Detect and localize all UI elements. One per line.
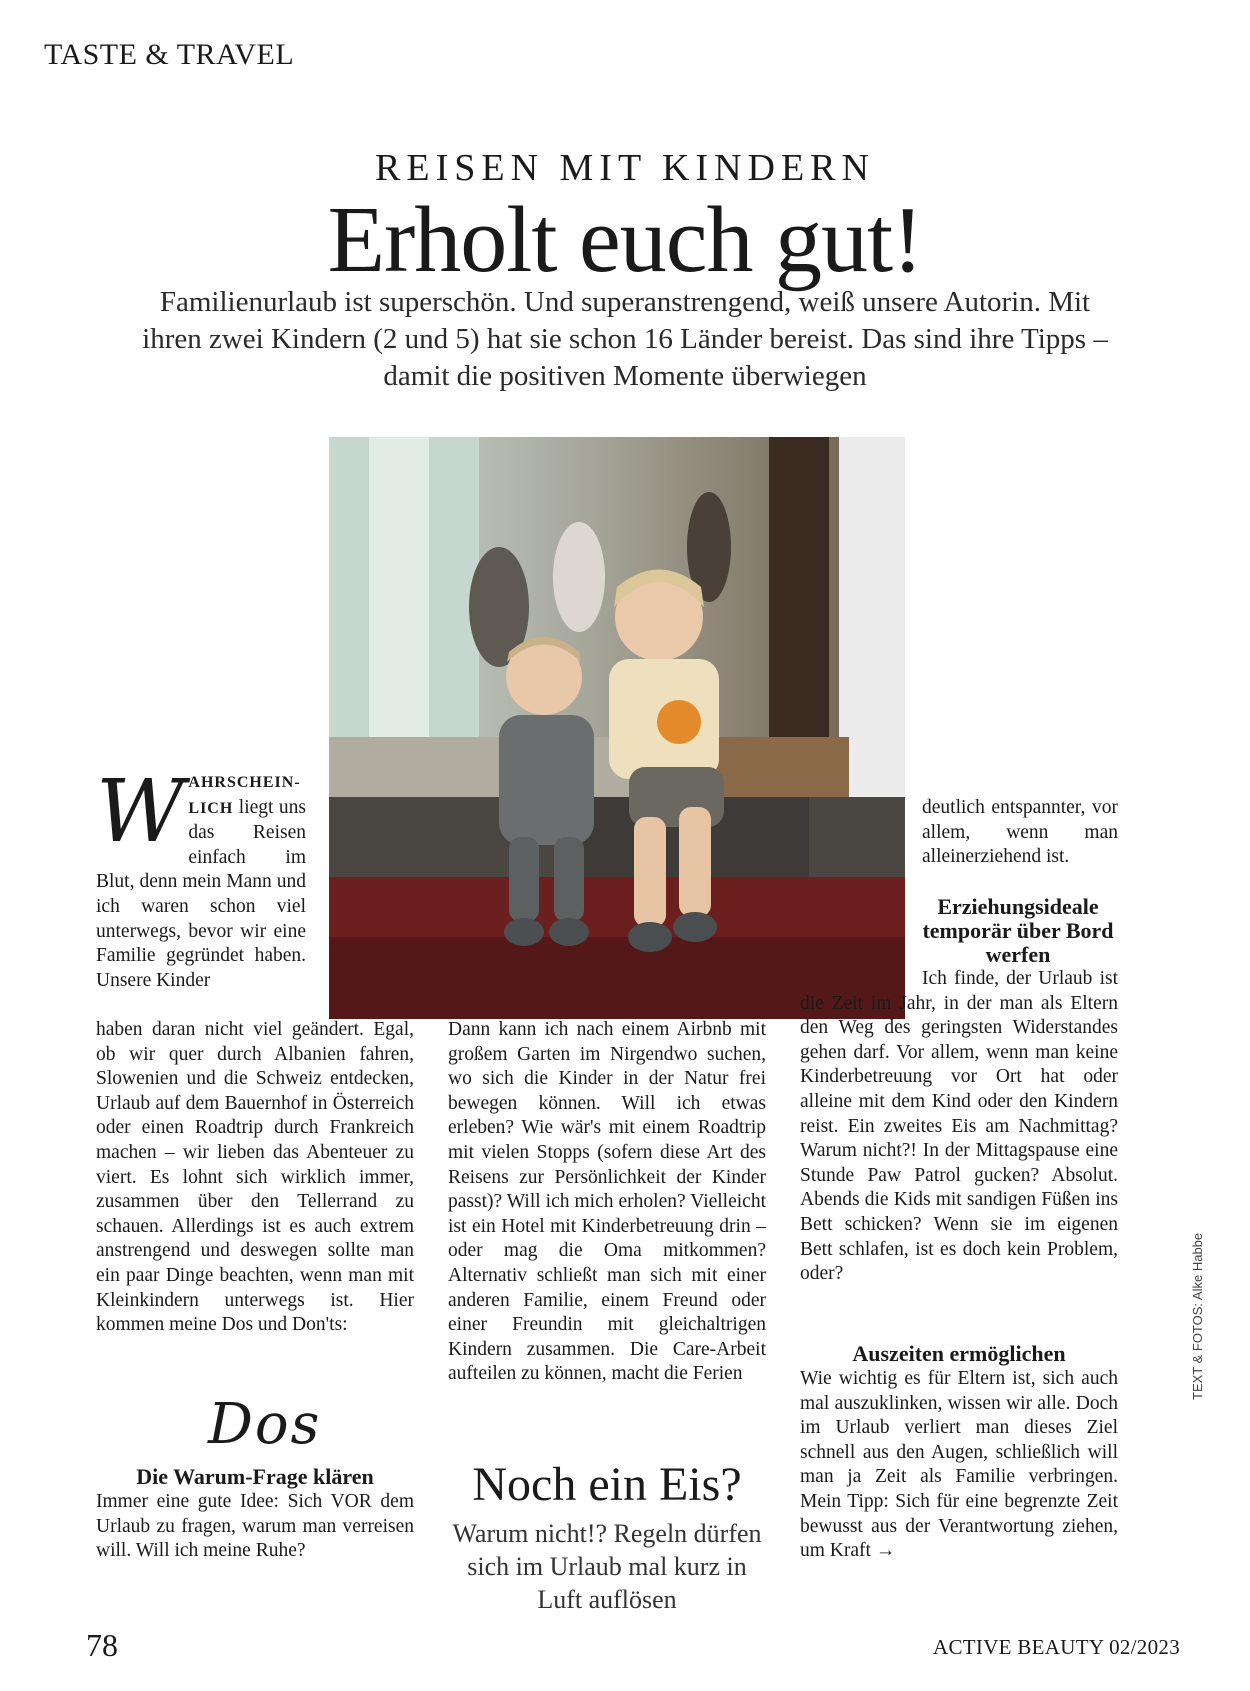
intro-text-continued: haben daran nicht viel geändert. Egal, ob wir quer durch Albanien fahren, Slowenien und die Schweiz entdecken, Urlaub auf dem Bauernhof in Österreich oder einen Roadtrip durch Frankreich machen – wir lieben das Abenteuer zu viert. Es lohnt sich wirklich immer, zusammen über den Tellerrand zu schauen. Allerdings ist es auch extrem anstrengend und deswegen sollte man ein paar Dinge beachten, wenn man mit Kleinkindern unterwegs ist. Hier kommen meine Dos und Don'ts: — [96, 1019, 414, 1336]
subheading-warum-frage: Die Warum-Frage klären — [136, 1464, 374, 1489]
column-three-top — [922, 796, 1118, 870]
warum-frage-text — [96, 1490, 414, 1564]
subheading-erziehungsideale: Erziehungsideale temporär über Bord werfen — [922, 894, 1114, 967]
auszeiten-paragraph: Wie wichtig es für Eltern ist, sich auch mal auszuklinken, wissen wir alle. Doch im Urlaub verliert man dieses Ziel schnell aus den Augen, schließlich will man ja Zeit als Familie verbringen. Mein Tipp: Sich für eine begrenzte Zeit bewusst aus der Verantwortung ziehen, um Kraft — [800, 1368, 1118, 1562]
article-headline: Erholt euch gut! — [327, 188, 923, 292]
article-lead: Familienurlaub ist superschön. Und superanstrengend, weiß unsere Autorin. Mit ihren zwei Kindern (2 und 5) hat sie schon 16 Länder bereist. Das sind ihre Tipps – damit die positiven Momente überwiegen — [142, 286, 1108, 392]
pullquote-title: Noch ein Eis? — [472, 1458, 742, 1511]
auszeiten-text — [800, 1367, 1118, 1564]
continue-arrow-icon: → — [875, 1540, 896, 1562]
intro-text-narrow — [96, 762, 306, 993]
erziehungsideale-paragraph: Ich finde, der Urlaub ist die Zeit im Jahr, in der man als Eltern den Weg des geringsten Widerstandes gehen darf. Vor allem, wenn man keine Kinderbetreuung vor Ort hat oder alleine mit dem Kind oder den Kindern reist. Ein zweites Eis am Nachmittag? Warum nicht?! In der Mittagspause eine Stunde Paw Patrol gucken? Absolut. Abends die Kids mit sandigen Füßen ins Bett schicken? Wenn sie im eigenen Bett schlafen, ist es doch kein Problem, oder? — [800, 968, 1118, 1285]
intro-text: liegt uns das Reisen einfach im Blut, denn mein Mann und ich waren schon viel unterwegs, bevor wir eine Familie gegründet haben. Unsere Kinder — [96, 796, 306, 991]
dos-heading: Dos — [208, 1392, 322, 1457]
article-kicker: REISEN MIT KINDERN — [375, 147, 875, 189]
section-label: TASTE & TRAVEL — [44, 38, 295, 71]
magazine-footer: ACTIVE BEAUTY 02/2023 — [933, 1635, 1180, 1659]
page-number: 78 — [86, 1627, 118, 1663]
pullquote-subtitle: Warum nicht!? Regeln dürfen sich im Urlaub mal kurz in Luft auflösen — [452, 1519, 762, 1614]
warum-frage-paragraph: Immer eine gute Idee: Sich VOR dem Urlaub zu fragen, warum man verreisen will. Will ich meine Ruhe? — [96, 1491, 414, 1562]
column-two-paragraph: Dann kann ich nach einem Airbnb mit großem Garten im Nirgendwo suchen, wo sich die Kinder in der Natur frei bewegen können. Will ich etwas erleben? Wie wär's mit einem Roadtrip mit vielen Stopps (sofern diese Art des Reisens zur Persönlichkeit der Kinder passt)? Will ich mich erholen? Vielleicht ist ein Hotel mit Kinderbetreuung drin – oder mag die Oma mitkommen? Alternativ schließt man sich mit einer anderen Familie, einem Freund oder einer Freundin mit gleichaltrigen Kindern zusammen. Die Care-Arbeit aufteilen zu können, macht die Ferien — [448, 1019, 766, 1385]
erziehungsideale-text — [800, 967, 1118, 1287]
drop-cap: W — [96, 762, 185, 862]
column-three-top-paragraph: deutlich entspannter, vor allem, wenn man alleinerziehend ist. — [922, 797, 1118, 868]
children-photo-illustration — [329, 437, 905, 1019]
subheading-auszeiten: Auszeiten ermöglichen — [852, 1341, 1066, 1366]
column-two-text — [448, 1018, 766, 1387]
lead-in: AHRSCHEIN-LICH — [188, 774, 301, 817]
intro-text-wide — [96, 1018, 414, 1338]
photo-credit: TEXT & FOTOS: Alke Habbe — [1190, 1232, 1205, 1400]
article-photo — [329, 437, 905, 1019]
